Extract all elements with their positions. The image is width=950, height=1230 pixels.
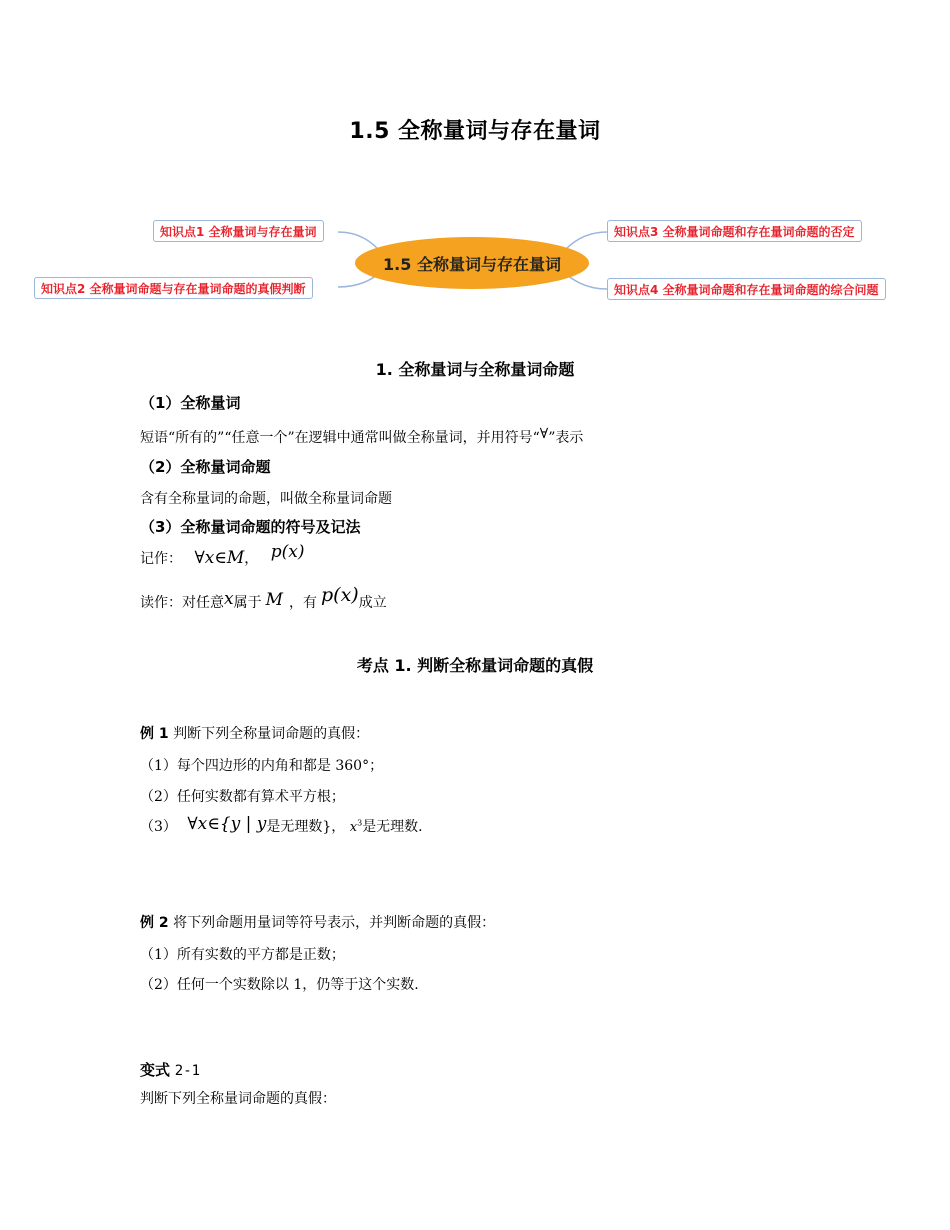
kaodian-heading: 考点 1. 判断全称量词命题的真假 [356,656,594,675]
paragraph-1 [140,427,583,447]
variant-stem: 判断下列全称量词命题的真假： [140,1091,336,1107]
page-title: 1.5 全称量词与存在量词 [349,119,601,144]
mindmap-node-2: 知识点2 全称量词命题与存在量词命题的真假判断 [34,277,313,299]
forall-symbol: ∀ [539,426,549,442]
example-1-item-2: （2）任何实数都有算术平方根； [140,789,345,805]
variant-heading [140,1059,200,1080]
example-2-item-1: （1）所有实数的平方都是正数； [140,947,345,963]
paragraph-2: 含有全称量词的命题，叫做全称量词命题 [140,491,392,507]
example-2-label: 例 2 [140,915,169,931]
example-1-stem [140,723,369,743]
item-3-text-2: 是无理数. [362,819,423,835]
reading-label: 读作：对任意 [140,595,224,611]
mindmap-center: 1.5 全称量词与存在量词 [355,237,589,289]
example-2-item-2: （2）任何一个实数除以 1，仍等于这个实数. [140,977,419,993]
example-1-item-3 [140,816,423,836]
item-3-x: x [349,820,358,835]
reading-x: x [224,589,234,609]
example-1-item-1: （1）每个四边形的内角和都是 360°； [140,758,384,774]
subheading-2: （2）全称量词命题 [140,458,271,476]
variant-label: 变式 [140,1061,171,1079]
example-1-question: 判断下列全称量词命题的真假： [173,726,370,742]
example-1-label: 例 1 [140,726,169,742]
reading-end: 成立 [358,595,387,611]
p1-before: 短语“所有的”“任意一个”在逻辑中通常叫做全称量词，并用符号“ [140,430,540,446]
example-2-question: 将下列命题用量词等符号表示，并判断命题的真假： [173,915,496,931]
mindmap-node-3: 知识点3 全称量词命题和存在量词命题的否定 [607,220,862,242]
connector-node-3 [566,232,607,249]
notation-sep: ， [244,551,259,567]
notation-px: p(x) [270,542,305,562]
p1-after: ”表示 [548,430,584,446]
notation-formula: ∀x∈M [194,548,245,568]
item-3-prefix: （3） [140,819,177,835]
connector-node-1 [338,232,378,249]
item-3-text-1: 是无理数}， [266,819,346,835]
notation-line [140,542,305,568]
example-2-stem [140,912,495,932]
reading-sep: ，有 [289,595,318,611]
mindmap-node-1: 知识点1 全称量词与存在量词 [153,220,324,242]
reading-M: M [265,590,284,610]
notation-label: 记作： [140,551,182,567]
subheading-1: （1）全称量词 [140,394,241,412]
reading-mid: 属于 [233,595,262,611]
reading-line [140,584,387,612]
item-3-exponent: 3 [357,818,363,828]
subheading-3: （3）全称量词命题的符号及记法 [140,518,361,536]
reading-px: p(x) [321,584,359,606]
mindmap-node-4: 知识点4 全称量词命题和存在量词命题的综合问题 [607,278,886,300]
variant-number: 2-1 [174,1063,201,1079]
section-heading: 1. 全称量词与全称量词命题 [375,360,575,379]
item-3-formula: ∀x∈{y | y [187,814,267,834]
